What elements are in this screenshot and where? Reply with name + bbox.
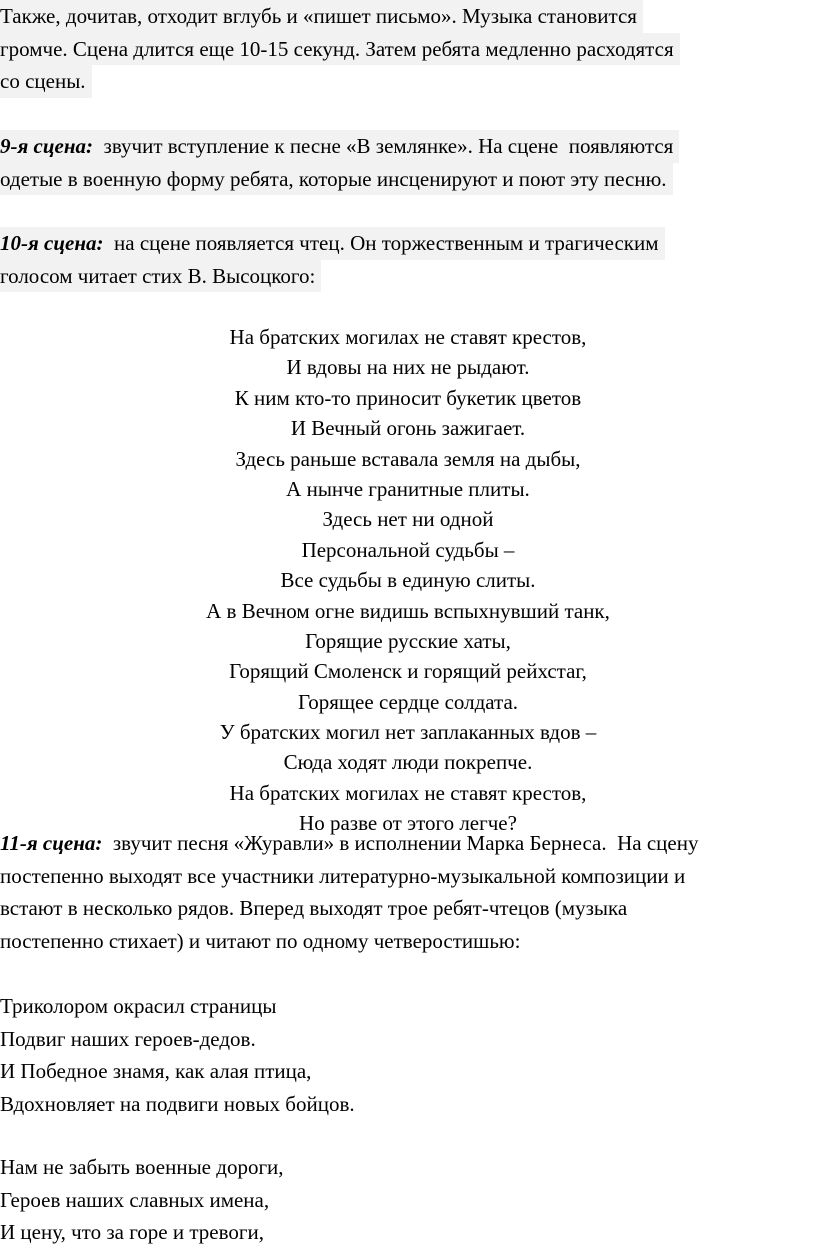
scene-10-paragraph: [0, 227, 816, 292]
scene-10-line-1: [0, 227, 665, 260]
intro-line-text: громче. Сцена длится еще 10-15 секунд. Затем ребята медленно расходятся: [0, 33, 680, 66]
scene-9-text: звучит вступление к песне «В землянке». На сцене появляются: [93, 134, 674, 158]
scene-10-line-2: голосом читает стих В. Высоцкого:: [0, 260, 321, 293]
intro-line-text: со сцены.: [0, 65, 92, 98]
intro-line: [0, 65, 816, 98]
poem-line: Здесь нет ни одной: [322, 507, 494, 532]
scene-10-label: 10-я сцена:: [0, 231, 104, 255]
scene-9-label: 9-я сцена:: [0, 134, 94, 158]
quatrain-line: И Победное знамя, как алая птица,: [0, 1059, 312, 1083]
scene-11-paragraph: [0, 827, 816, 957]
poem-line: К ним кто-то приносит букетик цветов: [234, 385, 582, 410]
quatrain-line: Подвиг наших героев-дедов.: [0, 1026, 256, 1051]
quatrain-line: И цену, что за горе и тревоги,: [0, 1220, 264, 1244]
quatrain-2: [0, 1151, 816, 1249]
scene-11-line-3: встают в несколько рядов. Вперед выходят трое ребят-чтецов (музыка: [0, 896, 628, 920]
scene-11-line-4: постепенно стихает) и читают по одному четверостишью:: [0, 928, 521, 953]
scene-11-text: звучит песня «Журавли» в исполнении Марка Бернеса. На сцену: [102, 831, 699, 855]
scene-10-text: на сцене появляется чтец. Он торжественным и трагическим: [103, 231, 659, 255]
poem-line: А нынче гранитные плиты.: [286, 476, 530, 501]
poem-line: На братских могилах не ставят крестов,: [229, 780, 587, 805]
poem-line: И вдовы на них не рыдают.: [286, 355, 530, 380]
poem-line: И Вечный огонь зажигает.: [290, 416, 526, 441]
poem-line: У братских могил нет заплаканных вдов –: [219, 720, 597, 745]
intro-line: [0, 0, 816, 33]
poem-line: Но разве от этого легче?: [299, 811, 517, 836]
intro-line: [0, 33, 816, 66]
poem-line: Здесь раньше вставала земля на дыбы,: [235, 446, 581, 471]
vysotsky-poem: [0, 322, 816, 839]
quatrain-line: Вдохновляет на подвиги новых бойцов.: [0, 1091, 355, 1116]
scene-11-label: 11-я сцена:: [0, 831, 103, 855]
poem-line: На братских могилах не ставят крестов,: [229, 325, 587, 349]
intro-line-text: Также, дочитав, отходит вглубь и «пишет письмо». Музыка становится: [0, 0, 643, 33]
poem-line: Все судьбы в единую слиты.: [280, 568, 536, 593]
poem-line: Сюда ходят люди покрепче.: [283, 750, 533, 775]
scene-11-line-2: постепенно выходят все участники литературно-музыкальной композиции и: [0, 863, 686, 888]
scene-9-line-1: [0, 130, 679, 163]
poem-line: Персональной судьбы –: [301, 537, 515, 562]
quatrain-line: Героев наших славных имена,: [0, 1187, 270, 1212]
intro-paragraph: [0, 0, 816, 98]
scene-9-line-2: одетые в военную форму ребята, которые инсценируют и поют эту песню.: [0, 163, 673, 196]
quatrain-line: Триколором окрасил страницы: [0, 994, 277, 1018]
poem-line: Горящий Смоленск и горящий рейхстаг,: [229, 659, 587, 684]
scene-9-paragraph: [0, 130, 816, 195]
poem-line: Горящее сердце солдата.: [297, 689, 519, 714]
poem-line: Горящие русские хаты,: [305, 628, 511, 653]
quatrain-line: Нам не забыть военные дороги,: [0, 1155, 284, 1179]
poem-line: А в Вечном огне видишь вспыхнувший танк,: [206, 598, 610, 623]
quatrain-1: [0, 990, 816, 1120]
